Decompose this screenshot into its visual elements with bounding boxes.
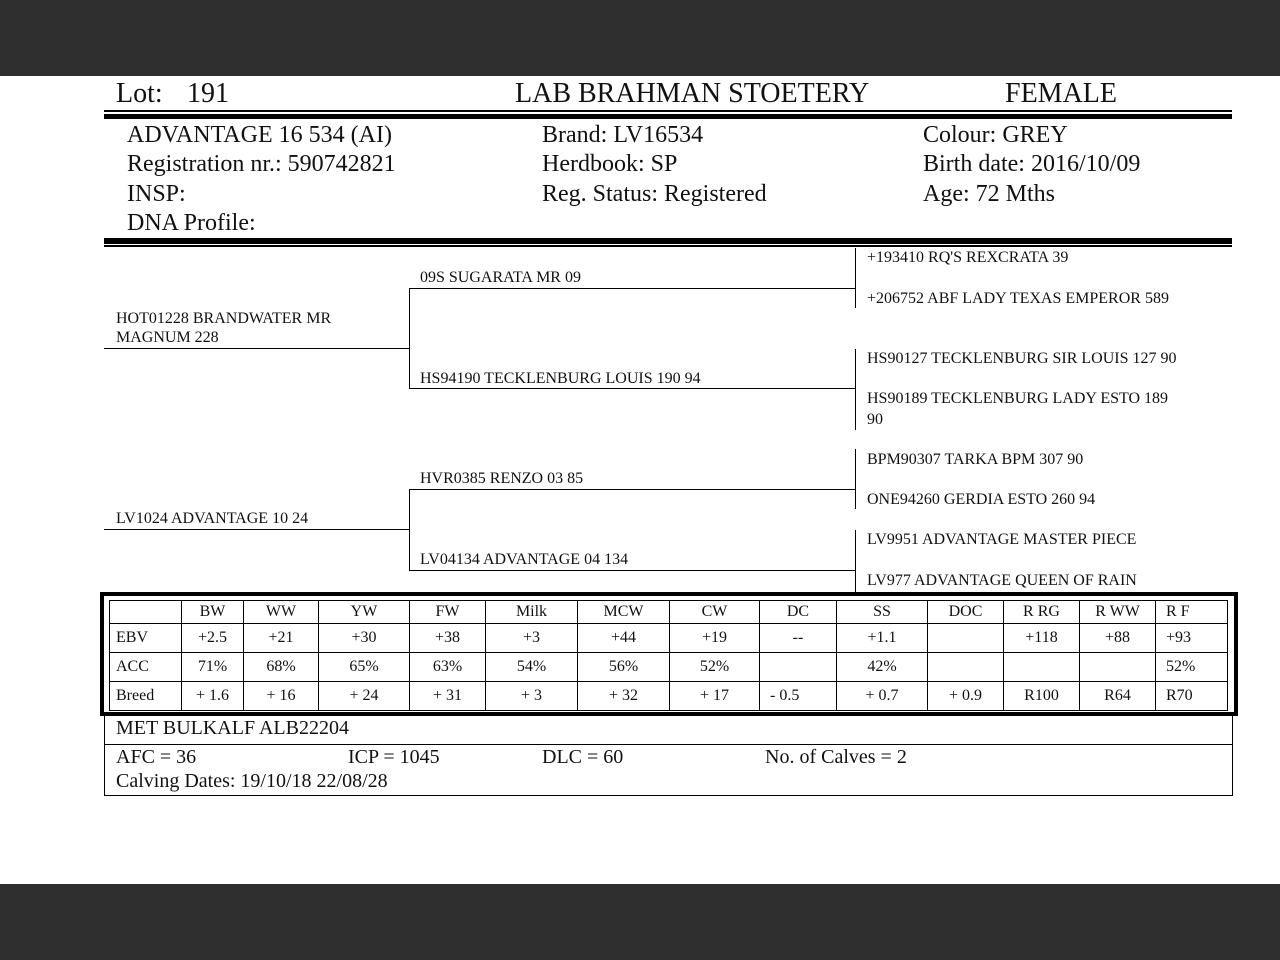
acc-row bbox=[110, 653, 1228, 682]
breed-cell: R70 bbox=[1156, 682, 1228, 711]
dam-name: LV1024 ADVANTAGE 10 24 bbox=[116, 510, 309, 527]
footer-divider bbox=[105, 744, 1232, 745]
ebv-header-row bbox=[110, 601, 1228, 624]
ebv-header-cell: BW bbox=[182, 601, 244, 624]
ebv-header-cell: SS bbox=[837, 601, 928, 624]
ebv-header-cell: YW bbox=[319, 601, 410, 624]
registration-status: Reg. Status: Registered bbox=[542, 181, 767, 207]
sire-dam-line bbox=[409, 388, 855, 389]
calving-dates: Calving Dates: 19/10/18 22/08/28 bbox=[116, 770, 388, 792]
mating-info: MET BULKALF ALB22204 bbox=[116, 717, 349, 739]
ebv-cell: +88 bbox=[1080, 624, 1156, 653]
ebv-cell: +19 bbox=[670, 624, 760, 653]
breed-cell: R64 bbox=[1080, 682, 1156, 711]
dam-dam-name: LV04134 ADVANTAGE 04 134 bbox=[420, 551, 629, 568]
ebv-cell: +21 bbox=[244, 624, 319, 653]
ggp-bracket-3 bbox=[855, 449, 856, 509]
dlc-value: DLC = 60 bbox=[542, 746, 624, 768]
breed-cell: - 0.5 bbox=[760, 682, 837, 711]
breed-row-label: Breed bbox=[110, 682, 182, 711]
icp-value: ICP = 1045 bbox=[348, 746, 440, 768]
info-rule-thick bbox=[104, 238, 1232, 244]
header-rule-thick bbox=[104, 114, 1232, 119]
bottom-frame-bar bbox=[0, 884, 1280, 960]
ebv-header-cell: R RG bbox=[1004, 601, 1080, 624]
calves-count: No. of Calves = 2 bbox=[765, 746, 907, 768]
breeder-name: LAB BRAHMAN STOETERY bbox=[515, 78, 870, 109]
breed-cell: + 3 bbox=[486, 682, 578, 711]
header-rule-thin bbox=[104, 110, 1232, 112]
footer-box bbox=[104, 716, 1233, 796]
breed-cell: + 0.7 bbox=[837, 682, 928, 711]
ggp-7: LV9951 ADVANTAGE MASTER PIECE bbox=[867, 531, 1137, 548]
ggp-4-line1: HS90189 TECKLENBURG LADY ESTO 189 bbox=[867, 390, 1169, 407]
acc-cell: 54% bbox=[486, 653, 578, 682]
ebv-table-frame bbox=[100, 592, 1238, 716]
sire-name-line1: HOT01228 BRANDWATER MR bbox=[116, 310, 332, 327]
age: Age: 72 Mths bbox=[923, 181, 1055, 207]
breed-cell: + 0.9 bbox=[928, 682, 1004, 711]
ggp-8: LV977 ADVANTAGE QUEEN OF RAIN bbox=[867, 572, 1137, 589]
dam-bracket bbox=[409, 489, 410, 571]
acc-cell: 71% bbox=[182, 653, 244, 682]
ebv-cell: +3 bbox=[486, 624, 578, 653]
dam-sire-name: HVR0385 RENZO 03 85 bbox=[420, 470, 584, 487]
breed-cell: + 24 bbox=[319, 682, 410, 711]
breed-cell: + 31 bbox=[410, 682, 486, 711]
acc-cell: 63% bbox=[410, 653, 486, 682]
ggp-6: ONE94260 GERDIA ESTO 260 94 bbox=[867, 491, 1096, 508]
ebv-cell: -- bbox=[760, 624, 837, 653]
ggp-bracket-1 bbox=[855, 248, 856, 308]
ebv-row-label: EBV bbox=[110, 624, 182, 653]
lot-number: 191 bbox=[187, 78, 229, 109]
top-frame-bar bbox=[0, 0, 1280, 76]
sire-line bbox=[104, 348, 409, 349]
breed-cell: R100 bbox=[1004, 682, 1080, 711]
ebv-header-cell: DC bbox=[760, 601, 837, 624]
acc-cell: 52% bbox=[1156, 653, 1228, 682]
lot-catalogue-page bbox=[0, 76, 1280, 884]
acc-cell: 42% bbox=[837, 653, 928, 682]
breed-cell: + 1.6 bbox=[182, 682, 244, 711]
acc-cell bbox=[1080, 653, 1156, 682]
brand: Brand: LV16534 bbox=[542, 122, 704, 148]
ebv-cell bbox=[928, 624, 1004, 653]
sex-label: FEMALE bbox=[1005, 78, 1117, 109]
registration-number: Registration nr.: 590742821 bbox=[127, 151, 396, 177]
ebv-header-cell: FW bbox=[410, 601, 486, 624]
ebv-header-cell: Milk bbox=[486, 601, 578, 624]
acc-cell: 68% bbox=[244, 653, 319, 682]
ggp-bracket-2 bbox=[855, 349, 856, 430]
herdbook: Herdbook: SP bbox=[542, 151, 678, 177]
ebv-header-cell: WW bbox=[244, 601, 319, 624]
dna-profile: DNA Profile: bbox=[127, 210, 256, 236]
dam-sire-line bbox=[409, 489, 855, 490]
ebv-header-cell bbox=[110, 601, 182, 624]
dam-dam-line bbox=[409, 570, 855, 571]
sire-sire-line bbox=[409, 288, 855, 289]
ggp-4-line2: 90 bbox=[867, 411, 883, 428]
sire-name-line2: MAGNUM 228 bbox=[116, 329, 219, 346]
ggp-2: +206752 ABF LADY TEXAS EMPEROR 589 bbox=[867, 290, 1169, 307]
breed-cell: + 32 bbox=[578, 682, 670, 711]
breed-cell: + 16 bbox=[244, 682, 319, 711]
ebv-cell: +38 bbox=[410, 624, 486, 653]
breed-row bbox=[110, 682, 1228, 711]
acc-cell bbox=[760, 653, 837, 682]
ggp-5: BPM90307 TARKA BPM 307 90 bbox=[867, 451, 1084, 468]
acc-row-label: ACC bbox=[110, 653, 182, 682]
ebv-cell: +2.5 bbox=[182, 624, 244, 653]
birth-date: Birth date: 2016/10/09 bbox=[923, 151, 1141, 177]
ggp-bracket-4 bbox=[855, 530, 856, 592]
ebv-header-cell: CW bbox=[670, 601, 760, 624]
ebv-cell: +30 bbox=[319, 624, 410, 653]
acc-cell: 52% bbox=[670, 653, 760, 682]
info-rule-thin bbox=[104, 245, 1232, 247]
afc-value: AFC = 36 bbox=[116, 746, 197, 768]
sire-bracket bbox=[409, 288, 410, 389]
ebv-header-cell: DOC bbox=[928, 601, 1004, 624]
ggp-1: +193410 RQ'S REXCRATA 39 bbox=[867, 249, 1069, 266]
ebv-header-cell: MCW bbox=[578, 601, 670, 624]
acc-cell: 65% bbox=[319, 653, 410, 682]
ebv-cell: +44 bbox=[578, 624, 670, 653]
ebv-header-cell: R F bbox=[1156, 601, 1228, 624]
acc-cell: 56% bbox=[578, 653, 670, 682]
dam-line bbox=[104, 529, 409, 530]
sire-sire-name: 09S SUGARATA MR 09 bbox=[420, 269, 581, 286]
breed-cell: + 17 bbox=[670, 682, 760, 711]
acc-cell bbox=[1004, 653, 1080, 682]
insp-field: INSP: bbox=[127, 181, 186, 207]
lot-label: Lot: bbox=[116, 78, 163, 109]
colour: Colour: GREY bbox=[923, 122, 1068, 148]
ggp-3: HS90127 TECKLENBURG SIR LOUIS 127 90 bbox=[867, 350, 1177, 367]
ebv-cell: +118 bbox=[1004, 624, 1080, 653]
ebv-row bbox=[110, 624, 1228, 653]
acc-cell bbox=[928, 653, 1004, 682]
animal-name: ADVANTAGE 16 534 (AI) bbox=[127, 122, 392, 148]
ebv-cell: +1.1 bbox=[837, 624, 928, 653]
sire-dam-name: HS94190 TECKLENBURG LOUIS 190 94 bbox=[420, 370, 701, 387]
ebv-table bbox=[109, 600, 1228, 711]
ebv-header-cell: R WW bbox=[1080, 601, 1156, 624]
ebv-cell: +93 bbox=[1156, 624, 1228, 653]
